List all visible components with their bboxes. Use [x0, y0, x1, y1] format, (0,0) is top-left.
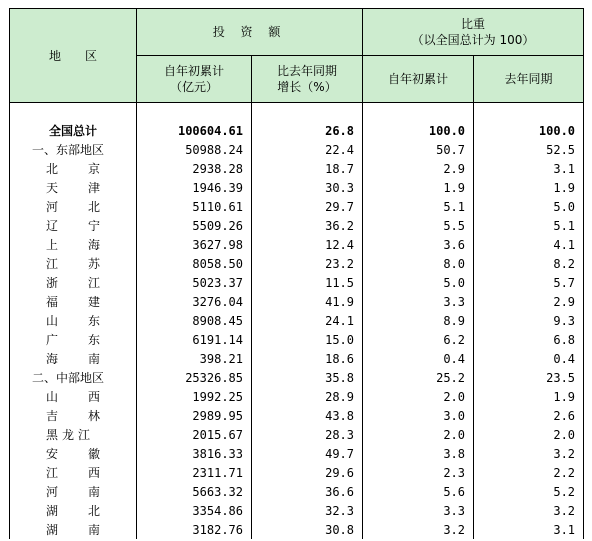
- share-cumulative-cell: 1.9: [363, 178, 474, 197]
- share-last-year-cell: 100.0: [474, 121, 584, 140]
- province-char-2: 江: [88, 276, 101, 290]
- province-char-1: 安: [46, 447, 59, 461]
- growth-rate-cell: 18.6: [252, 349, 363, 368]
- province-char-2: 海: [88, 238, 101, 252]
- share-cumulative-header: [363, 56, 474, 103]
- share-last-year-cell: 3.2: [474, 444, 584, 463]
- region-name-cell: [10, 406, 137, 425]
- cumulative-header-label: 自年初累计: [163, 64, 224, 78]
- table-row: [10, 178, 584, 197]
- table-row: [10, 159, 584, 178]
- table-row: [10, 311, 584, 330]
- table-row: [10, 520, 584, 539]
- province-char-1: 湖: [46, 504, 59, 518]
- region-name-cell: [10, 273, 137, 292]
- region-header-label: 地 区: [48, 48, 97, 63]
- share-last-year-cell: 9.3: [474, 311, 584, 330]
- province-char-2: 南: [88, 523, 101, 537]
- region-name-cell: [10, 254, 137, 273]
- province-char-1: 湖: [46, 523, 59, 537]
- growth-rate-cell: 11.5: [252, 273, 363, 292]
- share-last-year-cell: 5.1: [474, 216, 584, 235]
- share-last-year-cell: 2.2: [474, 463, 584, 482]
- investment-value-cell: 5110.61: [137, 197, 252, 216]
- region-name-cell: [10, 482, 137, 501]
- region-name-cell: [10, 292, 137, 311]
- cumulative-header: [137, 56, 252, 103]
- province-char-2: 北: [88, 200, 101, 214]
- region-header: [10, 9, 137, 103]
- growth-rate-cell: 28.9: [252, 387, 363, 406]
- province-char-1: 辽: [46, 219, 59, 233]
- share-last-year-cell: 5.0: [474, 197, 584, 216]
- share-last-year-cell: 23.5: [474, 368, 584, 387]
- share-cumulative-cell: 25.2: [363, 368, 474, 387]
- province-char-1: 上: [46, 238, 59, 252]
- province-char-1: 广: [46, 333, 59, 347]
- table-row: [10, 292, 584, 311]
- investment-value-cell: 5663.32: [137, 482, 252, 501]
- table-body: [10, 103, 584, 540]
- share-last-year-header: [474, 56, 584, 103]
- investment-value-cell: 3182.76: [137, 520, 252, 539]
- share-cumulative-cell: 2.9: [363, 159, 474, 178]
- table-row: [10, 444, 584, 463]
- region-name-cell: [10, 311, 137, 330]
- table-row: [10, 216, 584, 235]
- table-row: [10, 387, 584, 406]
- share-last-year-cell: 2.0: [474, 425, 584, 444]
- share-header-label: 比重: [461, 17, 486, 31]
- investment-value-cell: 1992.25: [137, 387, 252, 406]
- share-cumulative-cell: 6.2: [363, 330, 474, 349]
- province-char-2: 苏: [88, 257, 101, 271]
- table-row: [10, 121, 584, 140]
- province-char-1: 河: [46, 200, 59, 214]
- growth-header: [252, 56, 363, 103]
- share-cumulative-cell: 5.6: [363, 482, 474, 501]
- investment-value-cell: 5023.37: [137, 273, 252, 292]
- investment-value-cell: 2015.67: [137, 425, 252, 444]
- share-cumulative-cell: 3.0: [363, 406, 474, 425]
- investment-value-cell: 2989.95: [137, 406, 252, 425]
- table-row: [10, 235, 584, 254]
- investment-value-cell: 8058.50: [137, 254, 252, 273]
- investment-header: [137, 9, 363, 56]
- region-name-cell: [10, 349, 137, 368]
- growth-rate-cell: 36.2: [252, 216, 363, 235]
- growth-rate-cell: 24.1: [252, 311, 363, 330]
- province-char-1: 吉: [46, 409, 59, 423]
- growth-rate-cell: 41.9: [252, 292, 363, 311]
- growth-rate-cell: 29.7: [252, 197, 363, 216]
- province-char-2: 北: [88, 504, 101, 518]
- province-char-2: 津: [88, 181, 101, 195]
- region-name-cell: [10, 216, 137, 235]
- investment-value-cell: 3816.33: [137, 444, 252, 463]
- investment-value-cell: 2311.71: [137, 463, 252, 482]
- table-row: [10, 368, 584, 387]
- share-cumulative-cell: 8.0: [363, 254, 474, 273]
- growth-rate-cell: 22.4: [252, 140, 363, 159]
- region-name-cell: [10, 368, 137, 387]
- province-char-1: 福: [46, 295, 59, 309]
- share-cumulative-cell: 5.1: [363, 197, 474, 216]
- region-name-cell: [10, 444, 137, 463]
- region-name-cell: [10, 178, 137, 197]
- table-row: [10, 349, 584, 368]
- share-header-note: （以全国总计为 100）: [411, 33, 535, 47]
- share-last-year-cell: 1.9: [474, 387, 584, 406]
- region-name-cell: [10, 330, 137, 349]
- province-char-1: 天: [46, 181, 59, 195]
- growth-rate-cell: 49.7: [252, 444, 363, 463]
- share-cumulative-cell: 5.5: [363, 216, 474, 235]
- investment-value-cell: 3276.04: [137, 292, 252, 311]
- share-last-year-cell: 52.5: [474, 140, 584, 159]
- share-last-year-cell: 2.6: [474, 406, 584, 425]
- share-last-year-cell: 4.1: [474, 235, 584, 254]
- share-last-year-cell: 0.4: [474, 349, 584, 368]
- share-last-year-cell: 5.7: [474, 273, 584, 292]
- province-char-1: 海: [46, 352, 59, 366]
- share-cumulative-cell: 2.0: [363, 387, 474, 406]
- province-char-2: 南: [88, 485, 101, 499]
- province-char-2: 西: [88, 466, 101, 480]
- share-cumulative-cell: 8.9: [363, 311, 474, 330]
- province-char-2: 宁: [88, 219, 101, 233]
- province-char-1: 浙: [46, 276, 59, 290]
- investment-value-cell: 25326.85: [137, 368, 252, 387]
- share-last-year-cell: 5.2: [474, 482, 584, 501]
- table-row: [10, 501, 584, 520]
- region-name-cell: [10, 520, 137, 539]
- province-char-2: 东: [88, 314, 101, 328]
- province-char-2: 建: [88, 295, 101, 309]
- province-char-1: 江: [46, 466, 59, 480]
- share-cumulative-cell: 50.7: [363, 140, 474, 159]
- growth-rate-cell: 30.8: [252, 520, 363, 539]
- share-cumulative-cell: 5.0: [363, 273, 474, 292]
- province-char-2: 西: [88, 390, 101, 404]
- region-name-cell: [10, 121, 137, 140]
- table-row: [10, 197, 584, 216]
- share-cumulative-cell: 3.2: [363, 520, 474, 539]
- share-last-year-label: 去年同期: [504, 72, 553, 86]
- share-header: [363, 9, 584, 56]
- share-last-year-cell: 3.1: [474, 159, 584, 178]
- growth-rate-cell: 32.3: [252, 501, 363, 520]
- table-row: [10, 254, 584, 273]
- region-name-cell: [10, 140, 137, 159]
- growth-rate-cell: 23.2: [252, 254, 363, 273]
- region-name-cell: [10, 159, 137, 178]
- table-row: [10, 482, 584, 501]
- table-row: [10, 273, 584, 292]
- cumulative-header-unit: （亿元）: [169, 80, 218, 94]
- investment-value-cell: 1946.39: [137, 178, 252, 197]
- growth-rate-cell: 36.6: [252, 482, 363, 501]
- region-name: 一、东部地区: [32, 143, 105, 157]
- growth-header-unit: 增长（%）: [277, 80, 337, 94]
- investment-value-cell: 3627.98: [137, 235, 252, 254]
- share-cumulative-cell: 3.8: [363, 444, 474, 463]
- region-name: 二、中部地区: [32, 371, 105, 385]
- investment-value-cell: 100604.61: [137, 121, 252, 140]
- growth-rate-cell: 30.3: [252, 178, 363, 197]
- growth-rate-cell: 43.8: [252, 406, 363, 425]
- region-name-cell: [10, 501, 137, 520]
- investment-header-label: 投 资 额: [212, 25, 287, 39]
- share-cumulative-cell: 3.3: [363, 501, 474, 520]
- share-last-year-cell: 6.8: [474, 330, 584, 349]
- growth-rate-cell: 15.0: [252, 330, 363, 349]
- table-row: [10, 425, 584, 444]
- province-char-1: 江: [46, 257, 59, 271]
- share-cumulative-label: 自年初累计: [388, 72, 449, 86]
- province-char-2: 东: [88, 333, 101, 347]
- table-row: [10, 330, 584, 349]
- region-name-cell: [10, 463, 137, 482]
- spacer-row: [10, 103, 584, 122]
- investment-value-cell: 398.21: [137, 349, 252, 368]
- province-char-1: 山: [46, 390, 59, 404]
- growth-rate-cell: 12.4: [252, 235, 363, 254]
- region-name-cell: [10, 197, 137, 216]
- growth-rate-cell: 18.7: [252, 159, 363, 178]
- investment-value-cell: 2938.28: [137, 159, 252, 178]
- region-name: 全国总计: [48, 124, 97, 138]
- table-row: [10, 140, 584, 159]
- investment-table: [9, 8, 584, 539]
- investment-value-cell: 5509.26: [137, 216, 252, 235]
- investment-value-cell: 3354.86: [137, 501, 252, 520]
- growth-rate-cell: 26.8: [252, 121, 363, 140]
- province-char-2: 徽: [88, 447, 101, 461]
- share-last-year-cell: 3.1: [474, 520, 584, 539]
- investment-value-cell: 6191.14: [137, 330, 252, 349]
- region-name-cell: [10, 425, 137, 444]
- growth-rate-cell: 35.8: [252, 368, 363, 387]
- share-cumulative-cell: 3.3: [363, 292, 474, 311]
- growth-rate-cell: 29.6: [252, 463, 363, 482]
- share-last-year-cell: 3.2: [474, 501, 584, 520]
- province-char-1: 河: [46, 485, 59, 499]
- growth-rate-cell: 28.3: [252, 425, 363, 444]
- table-row: [10, 406, 584, 425]
- investment-value-cell: 8908.45: [137, 311, 252, 330]
- share-cumulative-cell: 0.4: [363, 349, 474, 368]
- share-cumulative-cell: 3.6: [363, 235, 474, 254]
- region-name-cell: [10, 387, 137, 406]
- share-last-year-cell: 1.9: [474, 178, 584, 197]
- table-row: [10, 463, 584, 482]
- share-last-year-cell: 2.9: [474, 292, 584, 311]
- region-name-cell: [10, 235, 137, 254]
- share-last-year-cell: 8.2: [474, 254, 584, 273]
- share-cumulative-cell: 2.3: [363, 463, 474, 482]
- investment-value-cell: 50988.24: [137, 140, 252, 159]
- share-cumulative-cell: 100.0: [363, 121, 474, 140]
- province-char-2: 京: [88, 162, 101, 176]
- share-cumulative-cell: 2.0: [363, 425, 474, 444]
- province-char-1: 北: [46, 162, 59, 176]
- province-char-1: 山: [46, 314, 59, 328]
- region-name: 黑龙江: [46, 428, 95, 442]
- growth-header-label: 比去年同期: [277, 64, 338, 78]
- province-char-2: 林: [88, 409, 101, 423]
- province-char-2: 南: [88, 352, 101, 366]
